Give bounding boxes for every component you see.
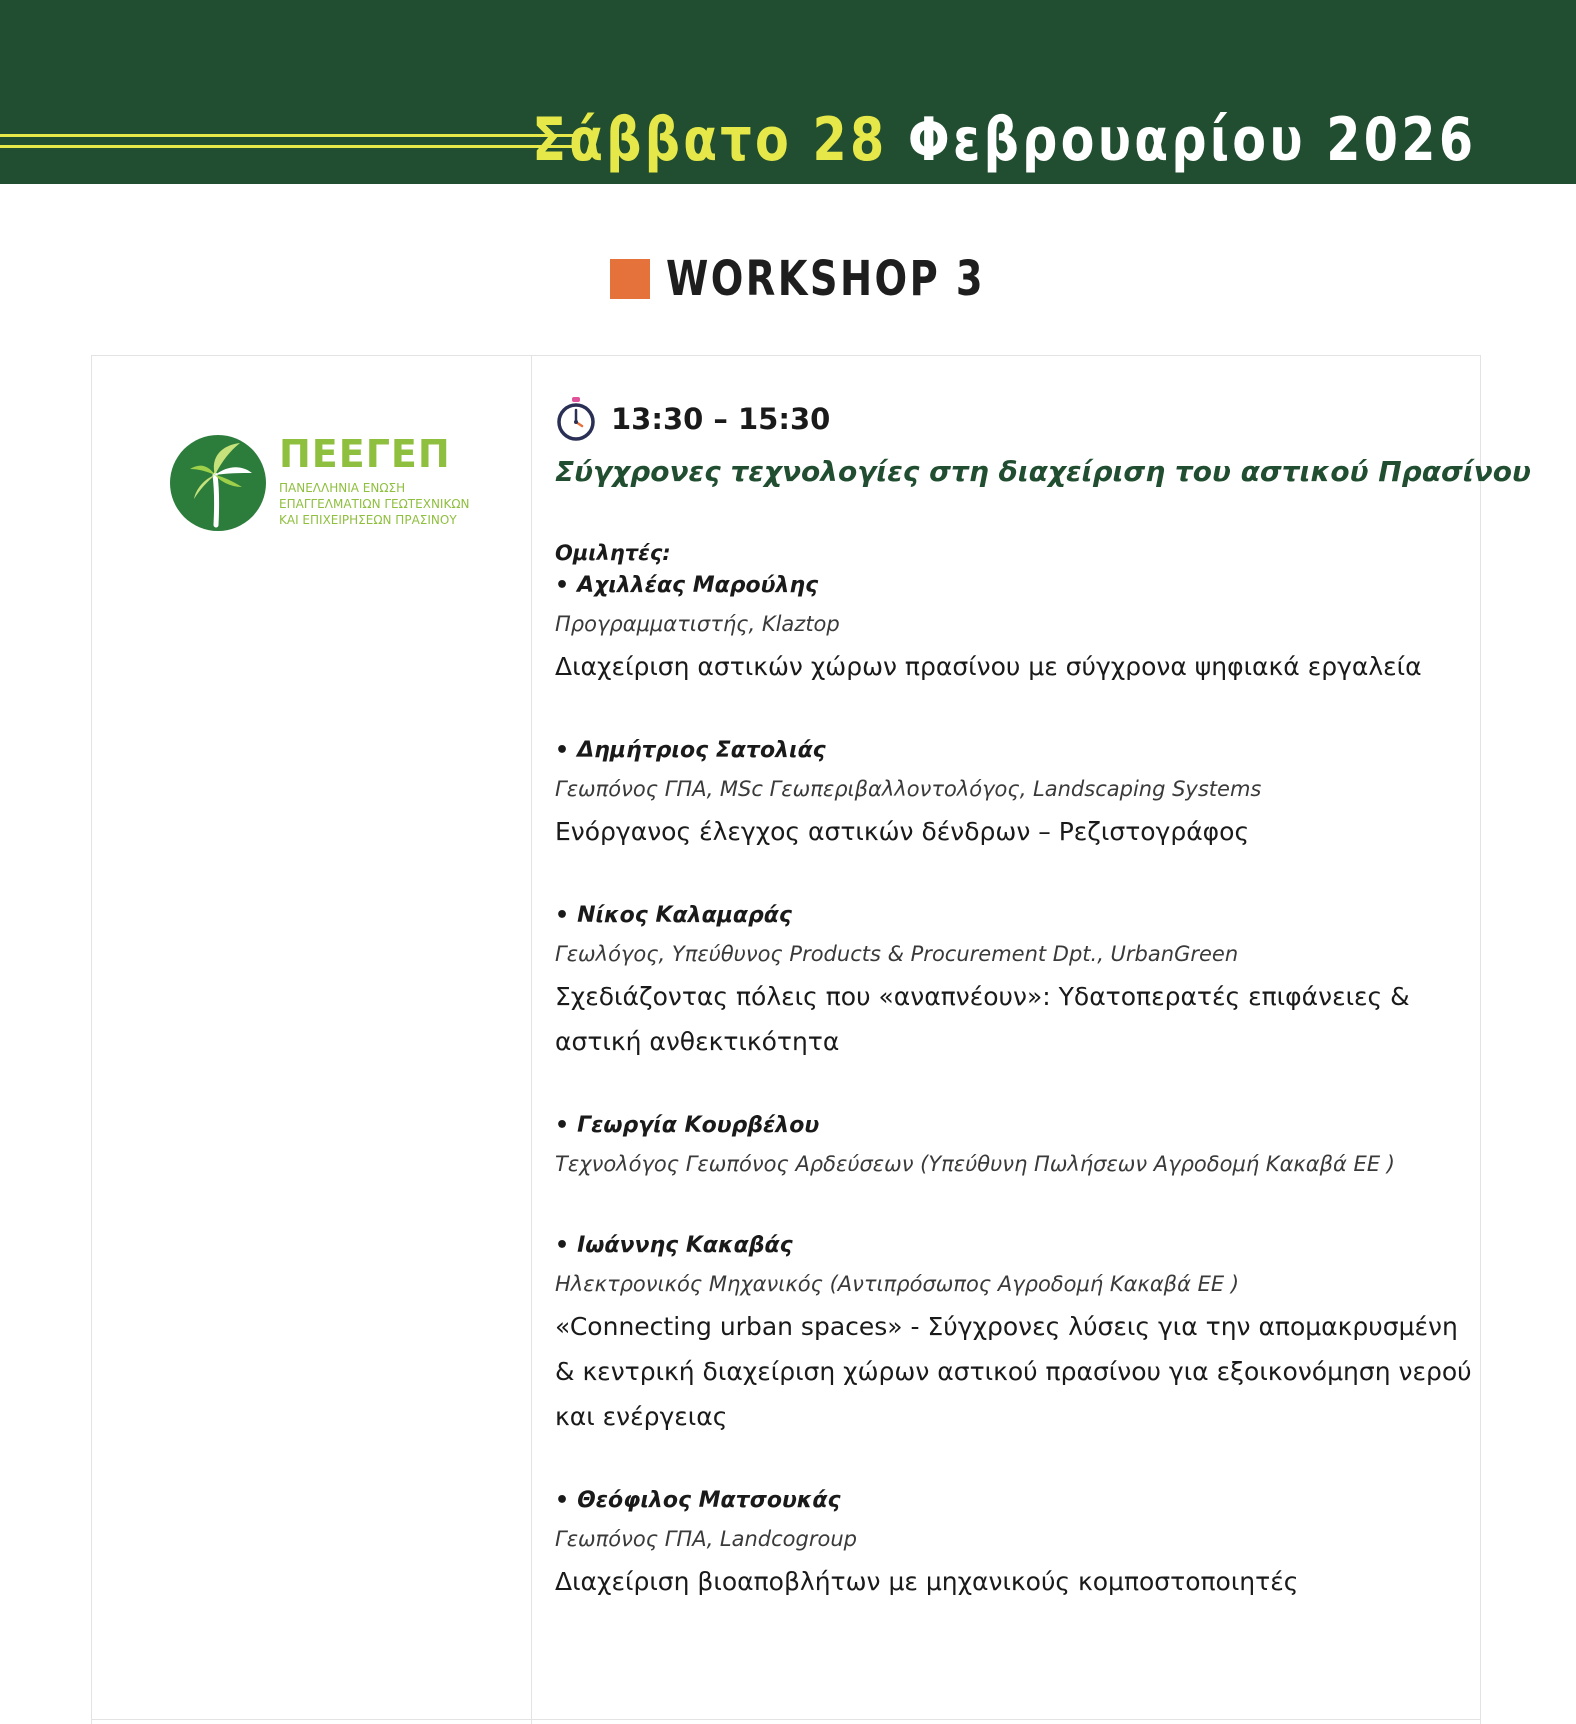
- date-month-year: Φεβρουαρίου 2026: [907, 105, 1476, 175]
- speaker-item: [555, 898, 1480, 1064]
- speaker-name: • Θεόφιλος Ματσουκάς: [555, 1488, 841, 1513]
- speaker-item: [555, 1228, 1480, 1439]
- speaker-item: [555, 568, 1480, 689]
- stopwatch-icon: [555, 396, 597, 442]
- header-banner: [0, 0, 1576, 184]
- speaker-name: • Νίκος Καλαμαράς: [555, 903, 792, 928]
- speaker-role: Γεωλόγος, Υπεύθυνος Products & Procurement Dpt., UrbanGreen: [555, 942, 1239, 966]
- logo-subtitle: ΠΑΝΕΛΛΗΝΙΑ ΕΝΩΣΗ ΕΠΑΓΓΕΛΜΑΤΙΩΝ ΓΕΩΤΕΧΝΙΚΩΝ ΚΑΙ ΕΠΙΧΕΙΡΗΣΕΩΝ ΠΡΑΣΙΝΟΥ: [279, 481, 470, 527]
- workshop-title: Σύγχρονες τεχνολογίες στη διαχείριση του αστικού Πρασίνου: [555, 455, 1531, 488]
- speaker-name: • Ιωάννης Κακαβάς: [555, 1233, 793, 1258]
- speaker-role: Ηλεκτρονικός Μηχανικός (Αντιπρόσωπος Αγροδομή Κακαβά ΕΕ ): [555, 1272, 1240, 1296]
- speaker-topic: Σχεδιάζοντας πόλεις που «αναπνέουν»: Υδατοπερατές επιφάνειες & αστική ανθεκτικότητα: [555, 982, 1410, 1056]
- decorative-lines: [0, 134, 578, 150]
- speaker-role: Τεχνολόγος Γεωπόνος Αρδεύσεων (Υπεύθυνη Πωλήσεων Αγροδομή Κακαβά ΕΕ ): [555, 1152, 1395, 1176]
- speaker-role: Γεωπόνος ΓΠΑ, MSc Γεωπεριβαλλοντολόγος, Landscaping Systems: [555, 777, 1262, 801]
- column-divider: [531, 355, 532, 1724]
- orange-square-icon: [610, 259, 650, 299]
- speaker-item: [555, 733, 1480, 854]
- speaker-topic: «Connecting urban spaces» - Σύγχρονες λύσεις για την απομακρυσμένη & κεντρική διαχείριση χώρων αστικού πρασίνου για εξοικονόμηση νερού και ενέργειας: [555, 1312, 1472, 1431]
- speaker-name: • Δημήτριος Σατολιάς: [555, 738, 826, 763]
- time-row: [555, 396, 1480, 442]
- workshop-label: [610, 251, 1065, 307]
- speakers-label: Ομιλητές:: [555, 541, 671, 565]
- workshop-number: WORKSHOP 3: [666, 251, 985, 307]
- logo-name: ΠΕΕΓΕΠ: [279, 432, 451, 476]
- peegep-logo: [170, 432, 470, 536]
- speaker-role: Γεωπόνος ΓΠΑ, Landcogroup: [555, 1527, 857, 1551]
- speaker-item: [555, 1108, 1480, 1184]
- speaker-topic: Διαχείριση βιοαποβλήτων με μηχανικούς κομποστοποιητές: [555, 1567, 1299, 1596]
- speaker-topic: Ενόργανος έλεγχος αστικών δένδρων – Ρεζιστογράφος: [555, 817, 1250, 846]
- speaker-name: • Αχιλλέας Μαρούλης: [555, 573, 819, 598]
- speaker-role: Προγραμματιστής, Klaztop: [555, 612, 840, 636]
- date-day: Σάββατο 28: [531, 105, 888, 175]
- workshop-time: 13:30 – 15:30: [611, 402, 831, 436]
- peegep-emblem-icon: [170, 435, 266, 531]
- speaker-item: [555, 1483, 1480, 1604]
- workshop-content: [555, 396, 1531, 1648]
- event-date: [532, 100, 1476, 180]
- speaker-name: • Γεωργία Κουρβέλου: [555, 1113, 820, 1138]
- speaker-topic: Διαχείριση αστικών χώρων πρασίνου με σύγχρονα ψηφιακά εργαλεία: [555, 652, 1422, 681]
- table-bottom-rule: [91, 1719, 1481, 1720]
